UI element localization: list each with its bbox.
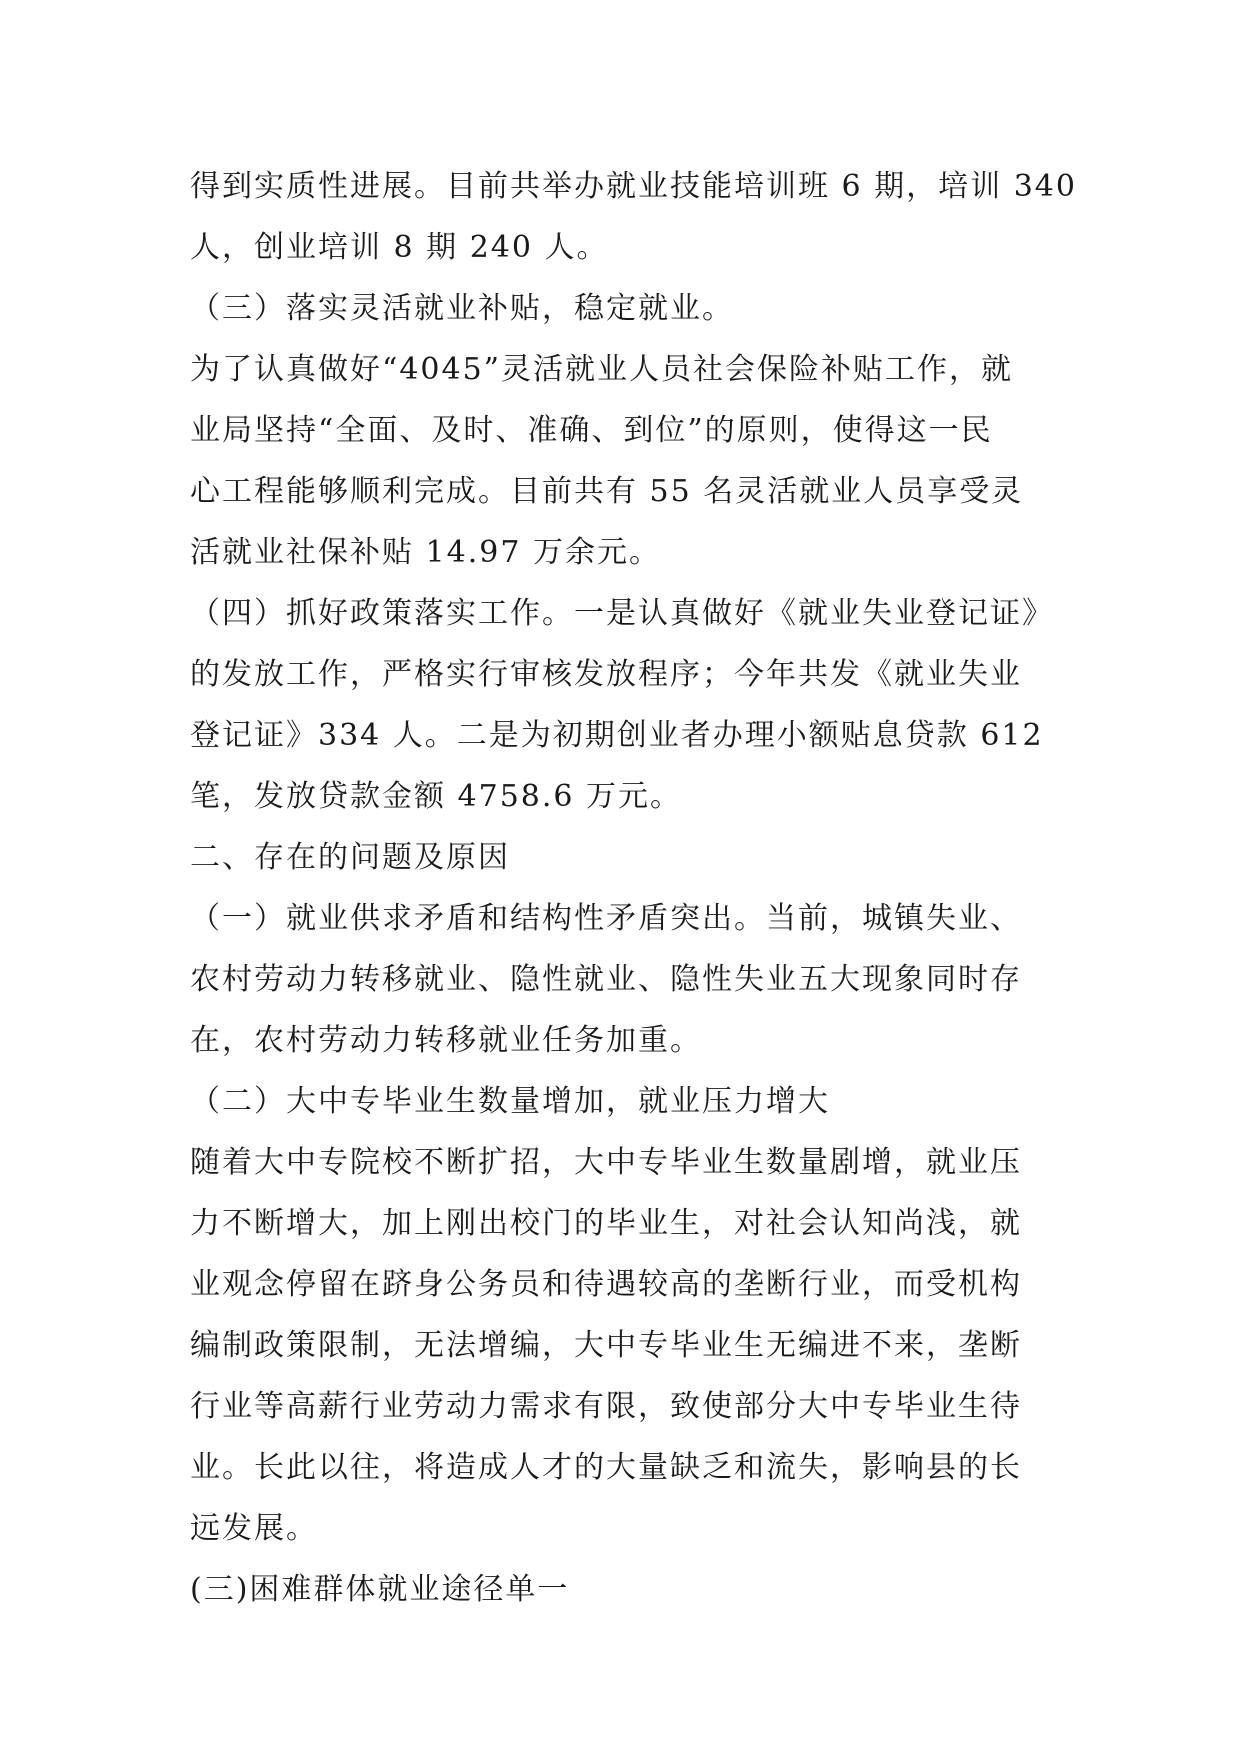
text-line: 远发展。 xyxy=(190,1511,318,1546)
section-heading: 二、存在的问题及原因 xyxy=(190,840,510,875)
text-line: 业观念停留在跻身公务员和待遇较高的垄断行业，而受机构 xyxy=(190,1267,1022,1302)
text-line: 业。长此以往，将造成人才的大量缺乏和流失，影响县的长 xyxy=(190,1450,1022,1485)
text-line: 登记证》334 人。二是为初期创业者办理小额贴息贷款 612 xyxy=(190,718,1044,753)
text-line: 力不断增大，加上刚出校门的毕业生，对社会认知尚浅，就 xyxy=(190,1206,1022,1241)
text-line: 农村劳动力转移就业、隐性就业、隐性失业五大现象同时存 xyxy=(190,962,1022,997)
text-line: 得到实质性进展。目前共举办就业技能培训班 6 期，培训 340 xyxy=(190,169,1077,204)
text-line: 业局坚持“全面、及时、准确、到位”的原则，使得这一民 xyxy=(190,413,993,448)
text-line: 笔，发放贷款金额 4758.6 万元。 xyxy=(190,779,683,814)
section-heading: （三）落实灵活就业补贴，稳定就业。 xyxy=(190,291,734,326)
text-line: 人，创业培训 8 期 240 人。 xyxy=(190,230,609,265)
text-line: 为了认真做好“4045”灵活就业人员社会保险补贴工作，就 xyxy=(190,352,1014,387)
text-line: 行业等高薪行业劳动力需求有限，致使部分大中专毕业生待 xyxy=(190,1389,1022,1424)
section-heading: （二）大中专毕业生数量增加，就业压力增大 xyxy=(190,1084,830,1119)
section-heading: (三)困难群体就业途径单一 xyxy=(190,1572,570,1607)
text-line: 活就业社保补贴 14.97 万余元。 xyxy=(190,535,661,570)
text-line: 心工程能够顺利完成。目前共有 55 名灵活就业人员享受灵 xyxy=(190,474,1024,509)
text-line: （四）抓好政策落实工作。一是认真做好《就业失业登记证》 xyxy=(190,596,1054,631)
text-line: 的发放工作，严格实行审核发放程序；今年共发《就业失业 xyxy=(190,657,1022,692)
document-body xyxy=(190,156,1077,1620)
text-line: 在，农村劳动力转移就业任务加重。 xyxy=(190,1023,702,1058)
text-line: 随着大中专院校不断扩招，大中专毕业生数量剧增，就业压 xyxy=(190,1145,1022,1180)
text-line: （一）就业供求矛盾和结构性矛盾突出。当前，城镇失业、 xyxy=(190,901,1022,936)
text-line: 编制政策限制，无法增编，大中专毕业生无编进不来，垄断 xyxy=(190,1328,1022,1363)
